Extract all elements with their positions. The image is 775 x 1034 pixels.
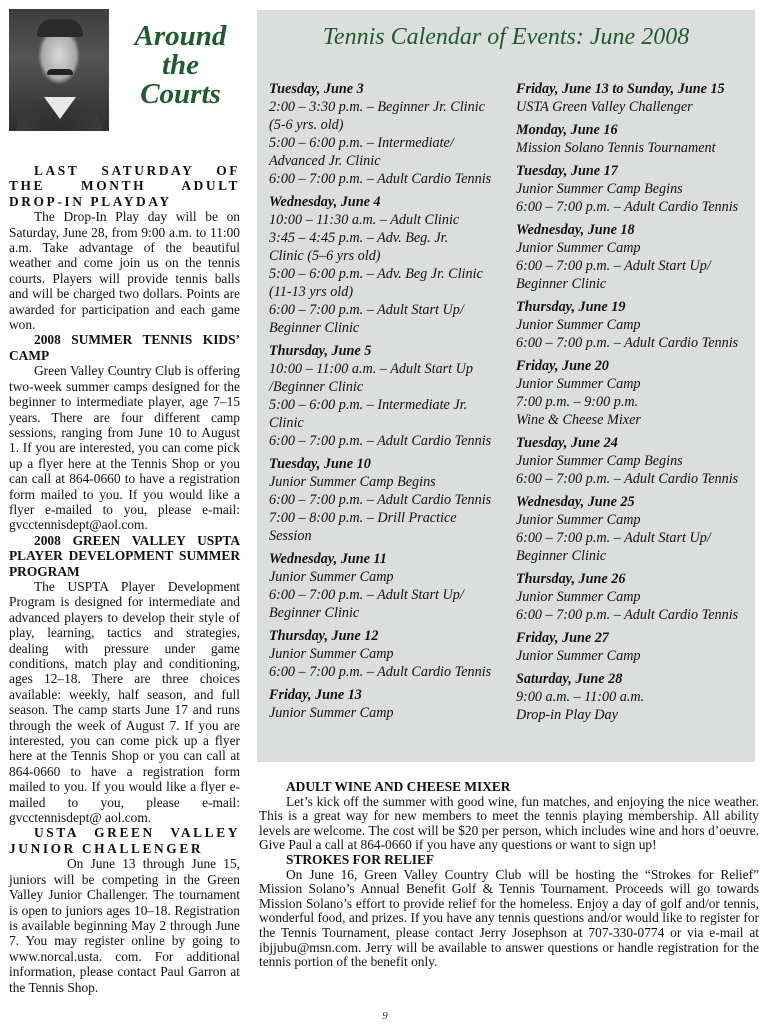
photo-mustache [47,69,73,75]
photo-hair [37,19,83,37]
article-uspta-program [9,533,240,826]
article-strokes-for-relief [259,853,759,970]
calendar-date: Friday, June 27 [516,630,609,646]
calendar-events: Junior Summer Camp Begins 6:00 – 7:00 p.m. – Adult Cardio Tennis 7:00 – 8:00 p.m. – Drill Practice Session [269,474,492,544]
calendar-day [269,550,509,622]
calendar-date: Wednesday, June 18 [516,222,635,238]
article-heading: STROKES FOR RELIEF [286,851,435,867]
calendar-events: Junior Summer Camp Begins 6:00 – 7:00 p.m. – Adult Cardio Tennis [516,453,739,487]
calendar-events: Junior Summer Camp 6:00 – 7:00 p.m. – Adult Start Up/ Beginner Clinic [269,569,464,621]
calendar-day [516,121,752,157]
calendar-date: Tuesday, June 24 [516,435,618,451]
calendar-date: Friday, June 13 to Sunday, June 15 [516,81,725,97]
article-body: On June 13 through June 15, juniors will be competing in the Green Valley Junior Challenger. The tournament is open to juniors ages 10–18. Registration is available beginning May 2 through June 7. You may register online by going to www.norcal.usta. com. For additional information, please contact Paul Garron at the Tennis Shop. [9,856,240,995]
calendar-date: Friday, June 20 [516,358,609,374]
calendar-events: Junior Summer Camp 7:00 p.m. – 9:00 p.m. Wine & Cheese Mixer [516,376,641,428]
calendar-date: Tuesday, June 10 [269,456,371,472]
calendar-events: Junior Summer Camp [269,705,394,721]
photo-collar [44,97,76,119]
article-heading: USTA GREEN VALLEY JUNIOR CHALLENGER [9,825,240,856]
calendar-date: Thursday, June 12 [269,628,379,644]
calendar-day [516,357,752,429]
calendar-date: Thursday, June 5 [269,343,372,359]
calendar-date: Wednesday, June 25 [516,494,635,510]
article-body: The Drop-In Play day will be on Saturday, June 28, from 9:00 a.m. to 11:00 a.m. Take advantage of the beautiful weather and come join us on the tennis courts. Players will provide tennis balls and will be charged two dollars. Points are awarded for participation and each game won. [9,209,240,333]
page-number: 9 [382,1010,388,1022]
calendar-column-2 [516,80,752,729]
calendar-day [516,221,752,293]
calendar-day [269,686,509,722]
calendar-day [516,162,752,216]
calendar-date: Monday, June 16 [516,122,618,138]
calendar-events: Junior Summer Camp [516,648,641,664]
calendar-events: 2:00 – 3:30 p.m. – Beginner Jr. Clinic (5-6 yrs. old) 5:00 – 6:00 p.m. – Intermediate/ Advanced Jr. Clinic 6:00 – 7:00 p.m. – Adult Cardio Tennis [269,99,492,187]
title-line: Around [134,20,227,52]
calendar-day [516,80,752,116]
calendar-events: Junior Summer Camp 6:00 – 7:00 p.m. – Adult Cardio Tennis [269,646,492,680]
calendar-events: Junior Summer Camp 6:00 – 7:00 p.m. – Adult Start Up/ Beginner Clinic [516,512,711,564]
calendar-events: 10:00 – 11:00 a.m. – Adult Start Up /Beginner Clinic 5:00 – 6:00 p.m. – Intermediate Jr. Clinic 6:00 – 7:00 p.m. – Adult Cardio Tennis [269,361,492,449]
article-body: The USPTA Player Development Program is designed for intermediate and advanced players to develop their style of play, learning, tactics and strategies, dealing with pressure under game conditions, match play and conditioning, ages 12–18. There are three choices available: weekly, half season, and full season. The camp starts June 17 and runs through the week of August 7. If you are interested, you can come pick up a flyer here at the Tennis Shop or you can call at 864-0660 to have a registration form mailed to you. If you would like a flyer e-mailed to you, please e-mail: gvcctennisdept@ aol.com. [9,578,240,826]
calendar-day [516,629,752,665]
calendar-title: Tennis Calendar of Events: June 2008 [322,24,690,50]
left-column [9,163,240,995]
calendar-day [269,342,509,450]
calendar-day [516,298,752,352]
calendar-date: Wednesday, June 4 [269,194,381,210]
calendar-day [516,570,752,624]
article-kids-camp [9,332,240,532]
article-heading: LAST SATURDAY OF THE MONTH ADULT DROP-IN PLAYDAY [9,163,240,209]
calendar-date: Wednesday, June 11 [269,551,387,567]
article-heading: 2008 SUMMER TENNIS KIDS’ CAMP [9,332,240,363]
portrait-photo [9,9,109,131]
article-junior-challenger [9,825,240,994]
title-line: the [161,49,200,81]
article-body: Let’s kick off the summer with good wine, fun matches, and enjoying the nice weather. This is a great way for new members to meet the tennis playing membership. All ability levels are welcome. The cost will be $20 per person, which includes wine and hors d’oeuvre. Give Paul a call at 864-0660 if you have any questions or want to sign up! [259,793,759,853]
article-body: Green Valley Country Club is offering two-week summer camps designed for the beginner to intermediate player, age 7–15 years. There are four different camp sessions, ranging from June 10 to August 1. If you are interested, you can come pick up a flyer here at the Tennis Shop or you can call at 864-0660 to have a registration form mailed to you. If you would like a flyer e-mailed to you, please e-mail: gvcctennisdept@aol.com. [9,363,240,533]
calendar-events: Junior Summer Camp 6:00 – 7:00 p.m. – Adult Start Up/ Beginner Clinic [516,240,711,292]
calendar-day [269,455,509,545]
article-drop-in [9,163,240,332]
article-body: On June 16, Green Valley Country Club will be hosting the “Strokes for Relief” Mission Solano’s Annual Benefit Golf & Tennis Tournament. Proceeds will go towards Mission Solano’s effort to provide relief for the homeless. Enjoy a day of golf and/or tennis, wonderful food, and prizes. If you have any tennis questions and/or would like to register for the Tennis Tournament, please contact Jerry Josephson at 707-330-0774 or via e-mail at ibjjubu@msn.com. Jerry will be available to answer questions or handle registration for the tennis portion of the benefit only. [259,866,759,970]
calendar-day [516,434,752,488]
article-heading: ADULT WINE AND CHEESE MIXER [286,779,511,794]
calendar-events: Junior Summer Camp 6:00 – 7:00 p.m. – Adult Cardio Tennis [516,317,739,351]
calendar-day [269,193,509,337]
calendar-box [257,10,755,762]
calendar-column-1 [269,80,509,727]
article-wine-mixer [259,780,759,853]
bottom-articles [259,780,759,970]
article-heading: 2008 GREEN VALLEY USPTA PLAYER DEVELOPMENT SUMMER PROGRAM [9,532,240,579]
calendar-date: Thursday, June 19 [516,299,626,315]
calendar-events: USTA Green Valley Challenger [516,99,693,115]
calendar-date: Tuesday, June 3 [269,81,364,97]
calendar-day [269,80,509,188]
calendar-events: 10:00 – 11:30 a.m. – Adult Clinic 3:45 – 4:45 p.m. – Adv. Beg. Jr. Clinic (5–6 yrs old) 5:00 – 6:00 p.m. – Adv. Beg Jr. Clinic (11-13 yrs old) 6:00 – 7:00 p.m. – Adult Start Up/ Beginner Clinic [269,212,483,336]
calendar-events: Junior Summer Camp Begins 6:00 – 7:00 p.m. – Adult Cardio Tennis [516,181,739,215]
calendar-date: Tuesday, June 17 [516,163,618,179]
calendar-events: 9:00 a.m. – 11:00 a.m. Drop-in Play Day [516,689,645,723]
calendar-events: Mission Solano Tennis Tournament [516,140,716,156]
calendar-date: Thursday, June 26 [516,571,626,587]
calendar-date: Friday, June 13 [269,687,362,703]
calendar-day [516,493,752,565]
title-line: Courts [140,78,221,110]
calendar-date: Saturday, June 28 [516,671,623,687]
calendar-events: Junior Summer Camp 6:00 – 7:00 p.m. – Adult Cardio Tennis [516,589,739,623]
calendar-day [516,670,752,724]
calendar-day [269,627,509,681]
section-title [118,22,243,109]
